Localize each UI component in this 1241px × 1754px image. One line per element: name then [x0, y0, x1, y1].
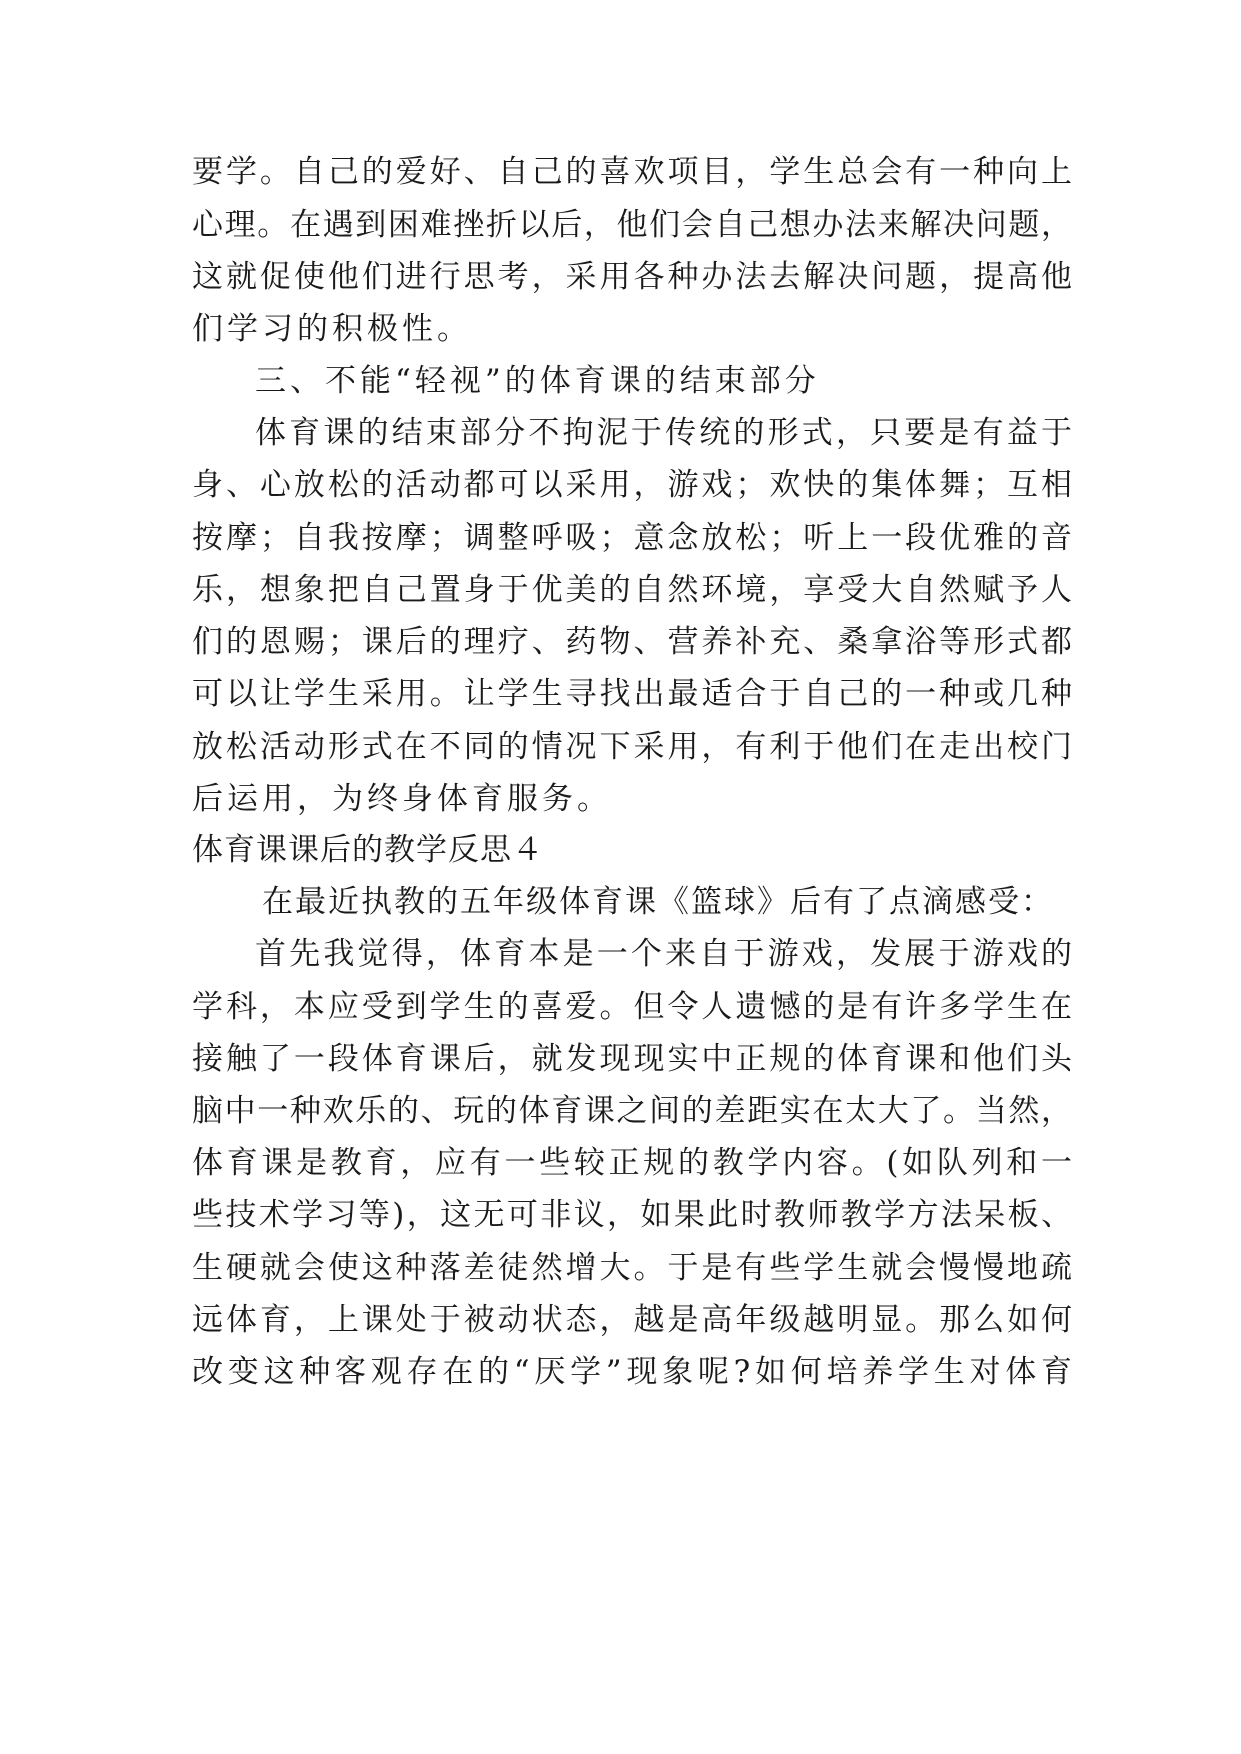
paragraph-line: 按摩；自我按摩；调整呼吸；意念放松；听上一段优雅的音: [192, 520, 1072, 556]
paragraph-line: 学科，本应受到学生的喜爱。但令人遗憾的是有许多学生在: [192, 989, 1072, 1025]
paragraph-line: 首先我觉得，体育本是一个来自于游戏，发展于游戏的: [255, 936, 1072, 972]
paragraph-line: 放松活动形式在不同的情况下采用，有利于他们在走出校门: [192, 729, 1072, 765]
paragraph-line: 心理。在遇到困难挫折以后，他们会自己想办法来解决问题，: [192, 207, 1072, 243]
paragraph-line: 们的恩赐；课后的理疗、药物、营养补充、桑拿浴等形式都: [192, 624, 1072, 660]
paragraph-line: 后运用，为终身体育服务。: [192, 781, 612, 817]
paragraph-line: 远体育，上课处于被动状态，越是高年级越明显。那么如何: [192, 1302, 1072, 1338]
paragraph-line: 们学习的积极性。: [192, 311, 472, 347]
paragraph-line: 脑中一种欢乐的、玩的体育课之间的差距实在太大了。当然，: [192, 1093, 1072, 1129]
paragraph-line: 可以让学生采用。让学生寻找出最适合于自己的一种或几种: [192, 676, 1072, 712]
paragraph-line: 些技术学习等)，这无可非议，如果此时教师教学方法呆板、: [192, 1197, 1072, 1233]
paragraph-line: 要学。自己的爱好、自己的喜欢项目，学生总会有一种向上: [192, 154, 1072, 190]
paragraph-line: 在最近执教的五年级体育课《篮球》后有了点滴感受：: [262, 884, 1054, 920]
document-title: 体育课课后的教学反思４: [192, 832, 544, 868]
section-heading: 三、不能“轻视”的体育课的结束部分: [255, 363, 820, 399]
paragraph-line: 改变这种客观存在的“厌学”现象呢?如何培养学生对体育: [192, 1354, 1072, 1390]
paragraph-line: 体育课是教育，应有一些较正规的教学内容。(如队列和一: [192, 1145, 1072, 1181]
paragraph-line: 乐，想象把自己置身于优美的自然环境，享受大自然赋予人: [192, 572, 1072, 608]
paragraph-line: 接触了一段体育课后，就发现现实中正规的体育课和他们头: [192, 1041, 1072, 1077]
paragraph-line: 这就促使他们进行思考，采用各种办法去解决问题，提高他: [192, 259, 1072, 295]
paragraph-line: 生硬就会使这种落差徒然增大。于是有些学生就会慢慢地疏: [192, 1250, 1072, 1286]
paragraph-line: 体育课的结束部分不拘泥于传统的形式，只要是有益于: [255, 415, 1072, 451]
paragraph-line: 身、心放松的活动都可以采用，游戏；欢快的集体舞；互相: [192, 467, 1072, 503]
